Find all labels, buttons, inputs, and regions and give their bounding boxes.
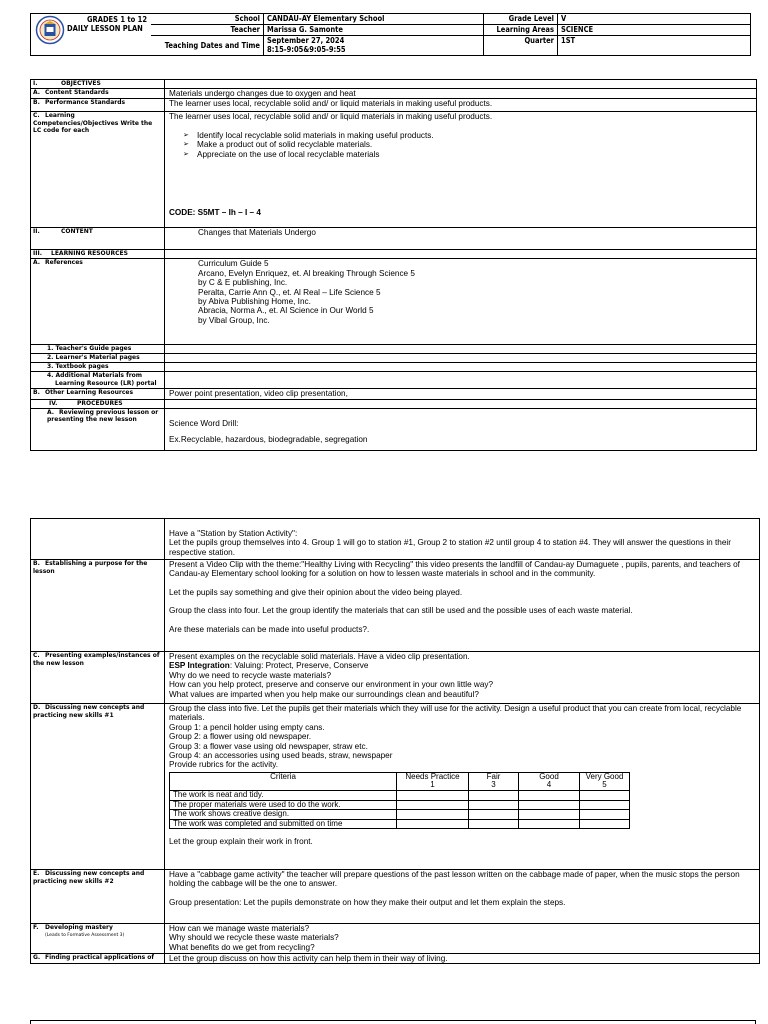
grade-level-value: V — [558, 14, 751, 25]
rubric-level-header: Needs Practice 1 — [397, 772, 469, 790]
teacher-value: Marissa G. Samonte — [264, 25, 484, 36]
discussing-skills-1-value: Group the class into five. Let the pupils get their materials which they will use for the activity. Design a useful product that you can create from local, recyclable materials. Group 1: a pencil holder using empty cans. Group 2: a flower using old newspaper. Group 3: a flower vase using old newspaper, straw etc. Group 4: an accessories using used beads, straw, newspaper Provide rubrics for the activity. Criteria Needs Practice 1 Fair 3 Good 4 Very Good 5 The work is neat and tidy. The proper materials were used to do the work. The work shows creative design. The work was completed and submitted on time Let the group explain their work in front. — [165, 704, 760, 870]
list-item: ➢ Make a product out of solid recyclable materials. — [197, 140, 752, 149]
presenting-examples-label: C. Presenting examples/instances of the new lesson — [31, 652, 165, 704]
rubric-criterion: The work shows creative design. — [170, 810, 397, 820]
list-item: Group 2: a flower using old newspaper. — [169, 732, 312, 742]
other-resources-value: Power point presentation, video clip presentation, — [165, 389, 757, 399]
teacher-label: Teacher — [151, 25, 264, 36]
deped-seal-cell — [31, 14, 151, 56]
objectives-heading: I. OBJECTIVES — [31, 80, 165, 89]
establishing-purpose-value: Present a Video Clip with the theme:"Healthy Living with Recycling" this video presents the landfill of Candau-ay Dumaguete , pupils, parents, and teachers of Candau-ay Elementary school looking for a solution on how to lessen waste materials in school and in the community. Let the pupils say something and give their opinion about the video being played. Group the class into four. Let the group identify the materials that can still be used and the possible uses of each waste material. Are these materials can be made into useful products?. — [165, 560, 760, 652]
reviewing-lesson-value: Science Word Drill: Ex.Recyclable, hazardous, biodegradable, segregation — [165, 408, 757, 450]
learning-resources-heading: III. LEARNING RESOURCES — [31, 250, 165, 259]
discussing-skills-2-value: Have a "cabbage game activity" the teacher will prepare questions of the past lesson written on the cabbage made of paper, when the music stops the person holding the cabbage will be the one to answer. Group presentation: Let the pupils demonstrate on how they make their output and let them explain the steps. — [165, 870, 760, 924]
teaching-date: September 27, 2024 — [267, 36, 345, 45]
teaching-dates-label: Teaching Dates and Time — [151, 36, 264, 56]
list-item: Peralta, Carrie Ann Q., et. Al Real – Life Science 5 — [198, 287, 381, 297]
content-value: Changes that Materials Undergo — [165, 228, 757, 250]
reviewing-lesson-label: A. Reviewing previous lesson or presenting the new lesson — [31, 408, 165, 450]
rubric-criterion: The work is neat and tidy. — [170, 791, 397, 801]
content-heading: II. CONTENT — [31, 228, 165, 250]
rubric-table — [169, 772, 630, 830]
list-item: ➢ Appreciate on the use of local recyclable materials — [197, 150, 752, 159]
list-item: ➢ Identify local recyclable solid materials in making useful products. — [197, 131, 752, 140]
table-row — [170, 772, 630, 790]
practical-applications-value: Let the group discuss on how this activity can help them in their way of living. — [165, 954, 760, 964]
learners-material-label: 2. Learner's Material pages — [31, 354, 165, 363]
teachers-guide-label: 1. Teacher's Guide pages — [31, 345, 165, 354]
procedures-heading: IV. PROCEDURES — [31, 399, 165, 408]
lesson-plan-table-page2 — [30, 518, 759, 964]
lc-code: CODE: S5MT – Ih – I – 4 — [169, 208, 261, 218]
teaching-dates-value — [264, 36, 484, 56]
lc-objective-list — [169, 131, 752, 159]
additional-materials-label: 4. Additional Materials from Learning Resource (LR) portal — [31, 372, 165, 389]
performance-standards-value: The learner uses local, recyclable solid and/ or liquid materials in making useful products. — [165, 99, 757, 112]
deped-seal-logo — [33, 15, 67, 45]
learning-competencies-value — [165, 112, 757, 228]
grades-title: GRADES 1 to 12 — [87, 15, 148, 24]
next-page-edge — [30, 1020, 756, 1024]
rubric-level-header: Very Good 5 — [580, 772, 630, 790]
rubric-level-header: Good 4 — [519, 772, 580, 790]
developing-mastery-label: F. Developing mastery (Leads to Formative Assessment 3) — [31, 924, 165, 954]
discussing-skills-2-label: E. Discussing new concepts and practicing new skills #2 — [31, 870, 165, 924]
rubric-criterion: The work was completed and submitted on time — [170, 819, 397, 829]
learning-areas-label: Learning Areas — [484, 25, 558, 36]
learning-area-value: SCIENCE — [558, 25, 751, 36]
textbook-pages-label: 3. Textbook pages — [31, 363, 165, 372]
rubric-criterion: The proper materials were used to do the work. — [170, 800, 397, 810]
esp-integration-label: ESP Integration — [169, 661, 230, 671]
rubric-criteria-header: Criteria — [170, 772, 397, 790]
lc-intro: The learner uses local, recyclable solid and/ or liquid materials in making useful products. — [169, 112, 493, 122]
list-item: Abracia, Norma A., et. Al Science in Our World 5 — [198, 306, 374, 316]
content-standards-value: Materials undergo changes due to oxygen and heat — [165, 89, 757, 99]
station-activity-value: Have a "Station by Station Activity": Let the pupils group themselves into 4. Group 1 will go to station #1, Group 2 to station #2 until group 4 to station #4. They will answer the questions in their respective station. — [165, 519, 760, 560]
quarter-value: 1ST — [558, 36, 751, 56]
list-item: Group 3: a flower vase using old newspaper, straw etc. — [169, 741, 368, 751]
developing-mastery-value: How can we manage waste materials? Why should we recycle these waste materials? What benefits do we get from recycling? — [165, 924, 760, 954]
content-standards-label: A. Content Standards — [31, 89, 165, 99]
teaching-time: 8:15-9:05&9:05-9:55 — [267, 45, 346, 54]
list-item: Curriculum Guide 5 — [198, 259, 269, 269]
practical-applications-label: G. Finding practical applications of — [31, 954, 165, 964]
grade-level-label: Grade Level — [484, 14, 558, 25]
references-list — [165, 259, 757, 345]
daily-lesson-plan-title: DAILY LESSON PLAN — [67, 24, 143, 33]
other-resources-label: B. Other Learning Resources — [31, 389, 165, 399]
school-label: School — [151, 14, 264, 25]
references-label: A. References — [31, 259, 165, 345]
lesson-plan-header — [30, 13, 750, 56]
rubric-level-header: Fair 3 — [469, 772, 519, 790]
list-item: by Vibal Group, Inc. — [198, 315, 270, 325]
quarter-label: Quarter — [484, 36, 558, 56]
discussing-skills-1-label: D. Discussing new concepts and practicing new skills #1 — [31, 704, 165, 870]
table-row — [170, 819, 630, 829]
presenting-examples-value: Present examples on the recyclable solid materials. Have a video clip presentation. ESP Integration: Valuing: Protect, Preserve, Conserve Why do we need to recycle waste materials? How can you help protect, preserve and conserve our environment in your own little way? What values are imparted when you help make our surroundings clean and beautiful? — [165, 652, 760, 704]
formative-assessment-note: (Leads to Formative Assessment 3) — [45, 932, 125, 938]
list-item: Group 1: a pencil holder using empty cans. — [169, 722, 325, 732]
list-item: Arcano, Evelyn Enriquez, et. Al breaking Through Science 5 — [198, 268, 415, 278]
list-item: by C & E publishing, Inc. — [198, 278, 288, 288]
learning-competencies-label: C. Learning Competencies/Objectives Write the LC code for each — [31, 112, 165, 228]
establishing-purpose-label: B. Establishing a purpose for the lesson — [31, 560, 165, 652]
lesson-plan-table-page1 — [30, 79, 756, 451]
school-value: CANDAU-AY Elementary School — [264, 14, 484, 25]
list-item: Group 4: an accessories using used beads, straw, newspaper — [169, 751, 393, 761]
list-item: by Abiva Publishing Home, Inc. — [198, 297, 311, 307]
table-row — [170, 791, 630, 801]
table-row — [170, 810, 630, 820]
performance-standards-label: B. Performance Standards — [31, 99, 165, 112]
